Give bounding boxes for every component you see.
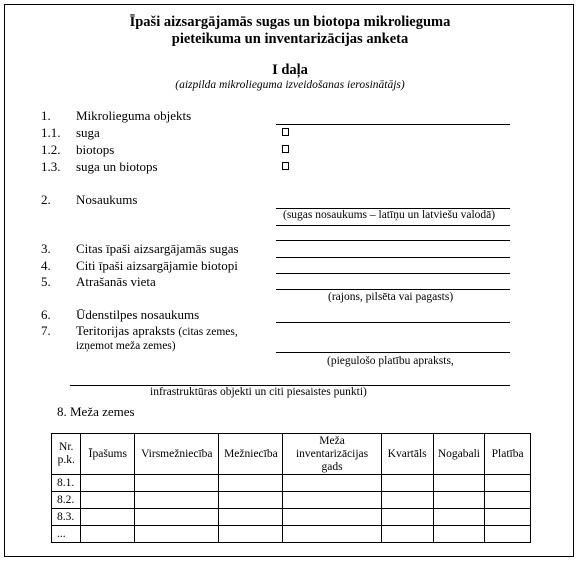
- item-3-upper-line: [276, 240, 510, 241]
- table-input-cell[interactable]: [433, 509, 485, 526]
- item-1-2-checkbox[interactable]: [282, 145, 289, 153]
- item-6-number: 6.: [41, 307, 51, 322]
- row-number-cell: 8.1.: [52, 475, 81, 492]
- item-7-label: [76, 323, 238, 339]
- item-1-label: Mikrolieguma objekts: [76, 108, 192, 123]
- item-1-3-number: 1.3.: [41, 159, 61, 174]
- item-6-answer-line[interactable]: [276, 322, 510, 323]
- table-row: [52, 509, 531, 526]
- col-header-inventory-year: [283, 434, 381, 475]
- table-input-cell[interactable]: [219, 475, 283, 492]
- forest-table-body: [52, 475, 531, 543]
- item-7-hint-2: infrastruktūras objekti un citi piesaistes punkti): [150, 386, 367, 398]
- table-input-cell[interactable]: [219, 526, 283, 543]
- table-input-cell[interactable]: [283, 475, 381, 492]
- col-header-inventory-year-line1: Meža: [319, 434, 345, 447]
- item-1-2-number: 1.2.: [41, 142, 61, 157]
- table-input-cell[interactable]: [283, 526, 381, 543]
- item-1-1-number: 1.1.: [41, 125, 61, 140]
- item-1-3-checkbox[interactable]: [282, 162, 289, 170]
- item-1-2-label: biotops: [76, 142, 115, 157]
- table-input-cell[interactable]: [381, 526, 433, 543]
- table-input-cell[interactable]: [485, 475, 531, 492]
- forest-land-table: [51, 433, 531, 543]
- item-7-label-line-2: izņemot meža zemes): [76, 340, 176, 352]
- col-header-nogabali: Nogabali: [433, 434, 485, 475]
- col-header-ipasums: Īpašums: [81, 434, 135, 475]
- item-1-answer-line[interactable]: [276, 124, 510, 125]
- row-number-cell: 8.3.: [52, 509, 81, 526]
- item-1-3-label: suga un biotops: [76, 159, 158, 174]
- item-6-label: Ūdenstilpes nosaukums: [76, 307, 200, 322]
- col-header-kvartals: Kvartāls: [381, 434, 433, 475]
- item-7-number: 7.: [41, 323, 51, 338]
- table-input-cell[interactable]: [219, 492, 283, 509]
- col-header-platiba: Platība: [485, 434, 531, 475]
- item-5-answer-line[interactable]: [276, 289, 510, 290]
- part-note: (aizpilda mikrolieguma izveidošanas ierosinātājs): [175, 79, 405, 91]
- item-7-answer-line[interactable]: [276, 352, 510, 353]
- row-number-cell: ...: [52, 526, 81, 543]
- item-5-number: 5.: [41, 274, 51, 289]
- table-input-cell[interactable]: [283, 509, 381, 526]
- item-1-number: 1.: [41, 108, 51, 123]
- table-input-cell[interactable]: [283, 492, 381, 509]
- form-title-line-2: pieteikuma un inventarizācijas anketa: [171, 31, 409, 47]
- item-2-label: Nosaukums: [76, 192, 138, 207]
- table-row: [52, 526, 531, 543]
- table-input-cell[interactable]: [381, 492, 433, 509]
- table-input-cell[interactable]: [135, 509, 219, 526]
- table-input-cell[interactable]: [433, 526, 485, 543]
- item-7-label-note: (citas zemes,: [178, 326, 238, 338]
- table-row: [52, 492, 531, 509]
- row-number-cell: 8.2.: [52, 492, 81, 509]
- table-row: [52, 475, 531, 492]
- table-input-cell[interactable]: [433, 492, 485, 509]
- item-5-label: Atrašanās vieta: [76, 274, 156, 289]
- form-title-line-1: Īpaši aizsargājamās sugas un biotopa mikrolieguma: [129, 14, 451, 30]
- col-header-inventory-year-line2: inventarizācijas: [295, 447, 369, 460]
- table-input-cell[interactable]: [81, 526, 135, 543]
- table-input-cell[interactable]: [381, 509, 433, 526]
- item-2-hint: (sugas nosaukums – latīņu un latviešu valodā): [283, 209, 496, 221]
- col-header-nr-line1: Nr.: [59, 441, 74, 453]
- col-header-nr: [52, 434, 81, 475]
- table-input-cell[interactable]: [485, 509, 531, 526]
- table-input-cell[interactable]: [381, 475, 433, 492]
- table-input-cell[interactable]: [81, 509, 135, 526]
- part-heading: I daļa: [272, 62, 308, 78]
- table-input-cell[interactable]: [219, 509, 283, 526]
- table-input-cell[interactable]: [433, 475, 485, 492]
- item-4-number: 4.: [41, 258, 51, 273]
- table-input-cell[interactable]: [135, 475, 219, 492]
- table-input-cell[interactable]: [135, 526, 219, 543]
- col-header-virsmezniecība: Virsmežniecība: [135, 434, 219, 475]
- item-5-hint: (rajons, pilsēta vai pagasts): [328, 291, 454, 303]
- item-7-label-main: Teritorijas apraksts: [76, 323, 176, 338]
- item-3-number: 3.: [41, 241, 51, 256]
- item-3-label: Citas īpaši aizsargājamās sugas: [76, 241, 239, 256]
- col-header-nr-line2: p.k.: [57, 454, 75, 466]
- table-input-cell[interactable]: [81, 492, 135, 509]
- item-3-answer-line[interactable]: [276, 257, 510, 258]
- item-8-label: 8. Meža zemes: [57, 404, 135, 419]
- item-2-answer-line-2[interactable]: [276, 225, 510, 226]
- table-input-cell[interactable]: [485, 526, 531, 543]
- col-header-inventory-year-line3: gads: [321, 460, 343, 473]
- forest-table-header-row: [52, 434, 531, 475]
- item-7-hint-1: (piegulošo platību apraksts,: [327, 355, 454, 367]
- item-2-number: 2.: [41, 192, 51, 207]
- table-input-cell[interactable]: [485, 492, 531, 509]
- col-header-mezniecība: Mežniecība: [219, 434, 283, 475]
- item-1-1-checkbox[interactable]: [282, 128, 289, 136]
- item-1-1-label: suga: [76, 125, 100, 140]
- item-4-label: Citi īpaši aizsargājamie biotopi: [76, 258, 238, 273]
- table-input-cell[interactable]: [81, 475, 135, 492]
- item-4-answer-line[interactable]: [276, 273, 510, 274]
- table-input-cell[interactable]: [135, 492, 219, 509]
